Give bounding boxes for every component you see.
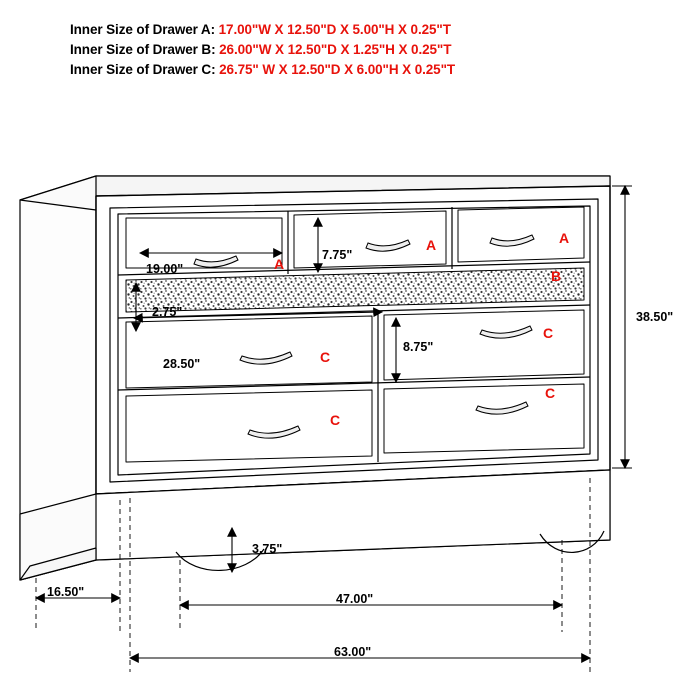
dim-drawer-c-height: 8.75" <box>403 340 434 354</box>
callout-c-lower-mid: C <box>330 412 341 428</box>
callout-c-mid: C <box>320 349 331 365</box>
spec-value-c: 26.75" W X 12.50"D X 6.00"H X 0.25"T <box>219 62 456 77</box>
dim-base-height: 3.75" <box>252 542 283 556</box>
spec-value-b: 26.00"W X 12.50"D X 1.25"H X 0.25"T <box>219 42 452 57</box>
callout-c-right-lower: C <box>545 385 556 401</box>
callout-b-right: B <box>551 268 562 284</box>
dim-drawer-c-width: 28.50" <box>163 357 201 371</box>
dim-drawer-a-height: 7.75" <box>322 248 353 262</box>
spec-value-a: 17.00"W X 12.50"D X 5.00"H X 0.25"T <box>218 22 451 37</box>
callout-c-right-upper: C <box>543 325 554 341</box>
dim-drawer-b-height: 2.75" <box>152 305 183 319</box>
callout-a-right: A <box>559 230 570 246</box>
dim-inner-width: 47.00" <box>336 592 374 606</box>
dim-drawer-a-width: 19.00" <box>146 262 184 276</box>
spec-label-b: Inner Size of Drawer B: <box>70 42 220 57</box>
dim-total-width: 63.00" <box>334 645 372 659</box>
dim-total-height: 38.50" <box>636 310 674 324</box>
callout-a-left: A <box>274 256 285 272</box>
callout-a-mid: A <box>426 237 437 253</box>
dim-depth: 16.50" <box>47 585 85 599</box>
spec-label-c: Inner Size of Drawer C: <box>70 62 220 77</box>
spec-label-a: Inner Size of Drawer A: <box>70 22 219 37</box>
